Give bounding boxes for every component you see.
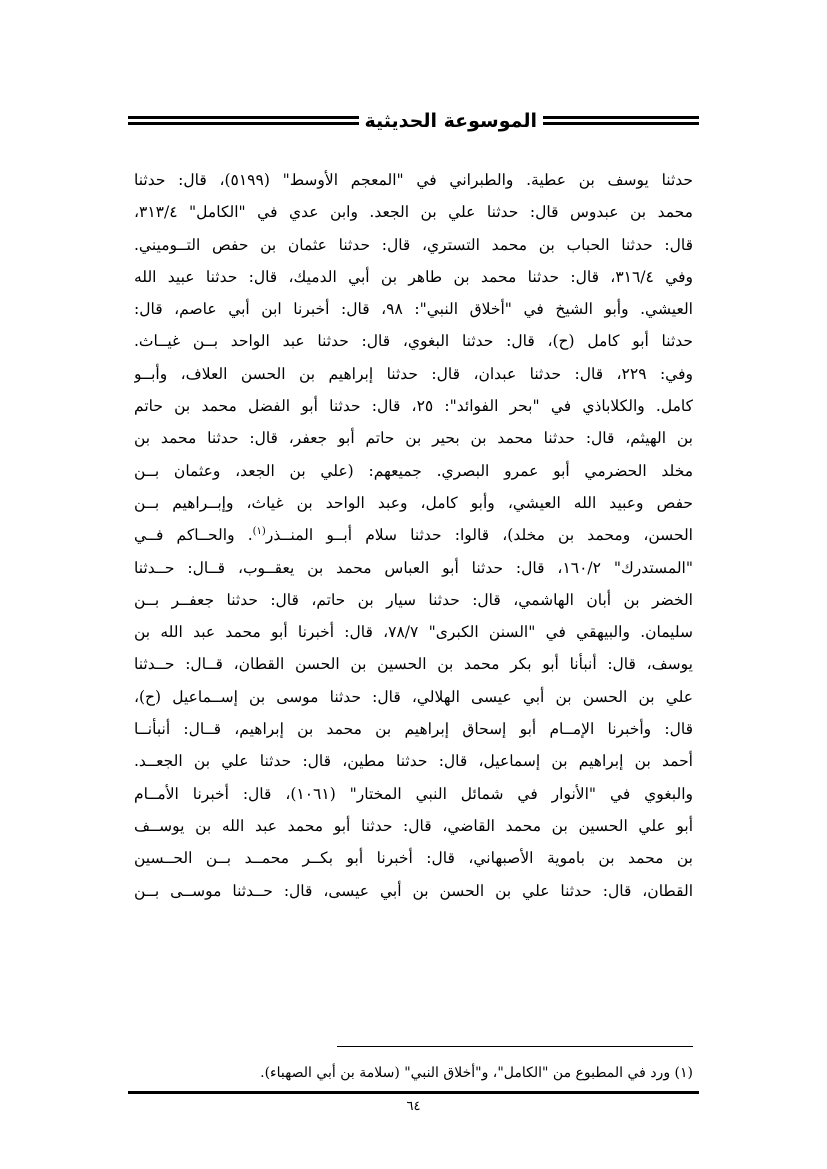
page-header: [128, 104, 699, 138]
text-line-9: بن الهيثم، قال: حدثنا محمد بن بحير بن حاتم أبو جعفر، قال: حدثنا محمد بن: [134, 429, 693, 448]
text-line-12-main: الحسن، ومحمد بن مخلد)، قالوا: حدثنا سلام أبــو المنــذر: [265, 526, 693, 545]
text-line-10: مخلد الحضرمي أبو عمرو البصري. جميعهم: (علي بن الجعد، وعثمان بــن: [134, 461, 693, 480]
text-line-11: حفص وعبيد الله العيشي، وأبو كامل، وعبد الواحد بن غياث، وإبــراهيم بــن: [134, 493, 693, 512]
text-line-19: أحمد بن إبراهيم بن إسماعيل، قال: حدثنا مطين، قال: حدثنا علي بن الجعــد.: [134, 752, 693, 771]
footnote-separator: [337, 1046, 693, 1047]
text-line-12: [134, 519, 693, 551]
text-line-3: قال: حدثنا الحباب بن محمد التستري، قال: حدثنا عثمان بن حفص التــوميني.: [134, 235, 693, 254]
text-line-13: "المستدرك" ١٦٠/٢، قال: حدثنا أبو العباس محمد بن يعقــوب، قــال: حــدثنا: [134, 558, 693, 577]
text-line-22: بن محمد بن باموية الأصبهاني، قال: أخبرنا أبو بكــر محمــد بــن الحــسين: [134, 849, 693, 868]
footnote-ref-mark: (١): [252, 526, 266, 538]
footnote: (١) ورد في المطبوع من "الكامل"، و"أخلاق النبي" (سلامة بن أبي الصهباء).: [260, 1065, 693, 1081]
text-line-23: القطان، قال: حدثنا علي بن الحسن بن أبي عيسى، قال: حــدثنا موســى بــن: [134, 881, 693, 900]
text-line-1: حدثنا يوسف بن عطية. والطبراني في "المعجم الأوسط" (٥١٩٩)، قال: حدثنا: [134, 171, 693, 189]
main-text: [134, 164, 693, 907]
text-line-15: سليمان. والبيهقي في "السنن الكبرى" ٧٨/٧، قال: أخبرنا أبو محمد عبد الله بن: [134, 623, 693, 642]
text-line-6: حدثنا أبو كامل (ح)، قال: حدثنا البغوي، قال: حدثنا عبد الواحد بــن غيــاث.: [134, 332, 693, 351]
text-line-16: يوسف، قال: أنبأنا أبو بكر محمد بن الحسين بن الحسن القطان، قــال: حــدثنا: [134, 655, 693, 674]
text-line-8: كامل. والكلاباذي في "بحر الفوائد": ٢٥، قال: حدثنا أبو الفضل محمد بن حاتم: [134, 397, 693, 416]
text-line-21: أبو علي الحسين بن محمد القاضي، قال: حدثنا أبو محمد عبد الله بن يوســف: [134, 816, 693, 835]
text-line-5: العيشي. وأبو الشيخ في "أخلاق النبي": ٩٨، قال: أخبرنا ابن أبي عاصم، قال:: [134, 300, 693, 319]
page-number: ٦٤: [406, 1099, 421, 1114]
header-title: الموسوعة الحديثية: [359, 104, 544, 138]
text-line-17: علي بن الحسن بن أبي عيسى الهلالي، قال: حدثنا موسى بن إســماعيل (ح)،: [134, 687, 693, 706]
text-line-20: والبغوي في "الأنوار في شمائل النبي المختار" (١٠٦١)، قال: أخبرنا الأمــام: [134, 784, 693, 803]
text-line-4: وفي ٣١٦/٤، قال: حدثنا محمد بن طاهر بن أبي الدميك، قال: حدثنا عبيد الله: [134, 267, 693, 286]
text-line-12-tail: . والحــاكم فــي: [134, 526, 253, 545]
page-bottom-rule: [128, 1091, 699, 1094]
text-line-7: وفي: ٢٢٩، قال: حدثنا عبدان، قال: حدثنا إبراهيم بن الحسن العلاف، وأبــو: [134, 364, 693, 383]
text-line-2: محمد بن عبدوس قال: حدثنا علي بن الجعد. وابن عدي في "الكامل" ٣١٣/٤،: [134, 203, 693, 222]
text-line-14: الخضر بن أبان الهاشمي، قال: حدثنا سيار بن حاتم، قال: حدثنا جعفــر بــن: [134, 590, 693, 609]
text-line-18: قال: وأخبرنا الإمــام أبو إسحاق إبراهيم بن محمد بن إبراهيم، قــال: أنبأنــا: [134, 720, 693, 739]
